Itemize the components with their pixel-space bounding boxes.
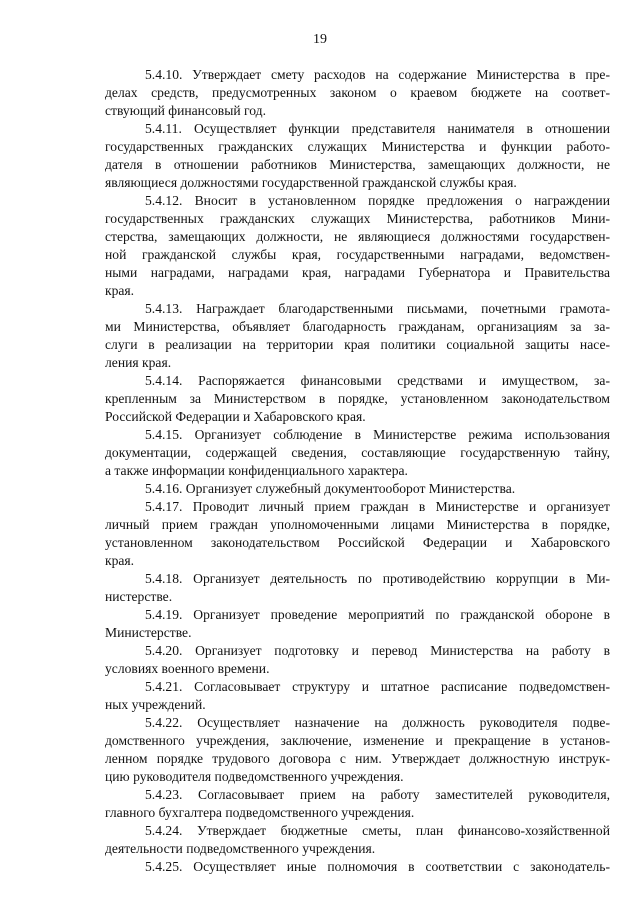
paragraph <box>105 678 610 714</box>
text-line: делах средств, предусмотренных законом о краевом бюджете на соответ- <box>105 85 610 100</box>
text-line: 5.4.15. Организует соблюдение в Министерстве режима использования <box>145 427 610 442</box>
text-line: ления края. <box>105 355 172 370</box>
text-line: края. <box>105 283 135 298</box>
text-line: 5.4.23. Согласовывает прием на работу заместителей руководителя, <box>145 787 610 802</box>
text-line: государственных гражданских служащих Министерства и функции работо- <box>105 139 610 154</box>
text-line: ствующий финансовый год. <box>105 103 266 118</box>
text-line: дателя в отношении работников Министерства, замещающих должности, не <box>105 157 610 172</box>
text-line: 5.4.24. Утверждает бюджетные сметы, план финансово-хозяйственной <box>145 823 610 838</box>
text-line: ных учреждений. <box>105 697 206 712</box>
text-line: являющиеся должностями государственной гражданской службы края. <box>105 175 517 190</box>
paragraph <box>105 480 610 498</box>
paragraph <box>105 66 610 120</box>
text-line: 5.4.20. Организует подготовку и перевод Министерства на работу в <box>145 643 610 658</box>
document-body <box>105 66 610 876</box>
text-line: государственных гражданских служащих Министерства, работников Мини- <box>105 211 610 226</box>
text-line: ными наградами, наградами края, наградами Губернатора и Правительства <box>105 265 610 280</box>
text-line: а также информации конфиденциального характера. <box>105 463 408 478</box>
text-line: Министерстве. <box>105 625 192 640</box>
text-line: цию руководителя подведомственного учреждения. <box>105 769 404 784</box>
text-line: 5.4.25. Осуществляет иные полномочия в соответствии с законодатель- <box>145 859 610 874</box>
text-line: нистерстве. <box>105 589 173 604</box>
text-line: условиях военного времени. <box>105 661 270 676</box>
text-line: ленном порядке трудового договора с ним. Утверждает должностную инструк- <box>105 751 610 766</box>
paragraph <box>105 642 610 678</box>
paragraph <box>105 498 610 570</box>
text-line: крепленным за Министерством в порядке, установленном законодательством <box>105 391 610 406</box>
text-line: 5.4.17. Проводит личный прием граждан в Министерстве и организует <box>145 499 610 514</box>
paragraph <box>105 858 610 876</box>
text-line: края. <box>105 553 135 568</box>
text-line: главного бухгалтера подведомственного учреждения. <box>105 805 415 820</box>
paragraph <box>105 426 610 480</box>
paragraph <box>105 786 610 822</box>
paragraph <box>105 192 610 300</box>
text-line: документации, содержащей сведения, составляющие государственную тайну, <box>105 445 610 460</box>
text-line: 5.4.19. Организует проведение мероприятий по гражданской обороне в <box>145 607 610 622</box>
paragraph <box>105 372 610 426</box>
text-line: личный прием граждан уполномоченными лицами Министерства в порядке, <box>105 517 610 532</box>
paragraph <box>105 822 610 858</box>
text-line: 5.4.14. Распоряжается финансовыми средствами и имуществом, за- <box>145 373 610 388</box>
text-line: 5.4.21. Согласовывает структуру и штатное расписание подведомствен- <box>145 679 610 694</box>
text-line: 5.4.16. Организует служебный документооборот Министерства. <box>145 481 516 496</box>
paragraph <box>105 120 610 192</box>
paragraph <box>105 570 610 606</box>
page-number: 19 <box>313 32 327 47</box>
text-line: домственного учреждения, заключение, изменение и прекращение в установ- <box>105 733 610 748</box>
text-line: 5.4.12. Вносит в установленном порядке предложения о награждении <box>145 193 610 208</box>
text-line: 5.4.22. Осуществляет назначение на должность руководителя подве- <box>145 715 610 730</box>
text-line: 5.4.13. Награждает благодарственными письмами, почетными грамота- <box>145 301 610 316</box>
text-line: ми Министерства, объявляет благодарность гражданам, организациям за за- <box>105 319 610 334</box>
paragraph <box>105 300 610 372</box>
paragraph <box>105 714 610 786</box>
text-line: Российской Федерации и Хабаровского края. <box>105 409 366 424</box>
text-line: установленном законодательством Российской Федерации и Хабаровского <box>105 535 610 550</box>
text-line: 5.4.11. Осуществляет функции представителя нанимателя в отношении <box>145 121 610 136</box>
text-line: 5.4.18. Организует деятельность по противодействию коррупции в Ми- <box>145 571 610 586</box>
text-line: ной гражданской службы края, государственными наградами, ведомствен- <box>105 247 610 262</box>
text-line: деятельности подведомственного учреждения. <box>105 841 376 856</box>
text-line: слуги в реализации на территории края политики социальной защиты насе- <box>105 337 610 352</box>
text-line: стерства, замещающих должности, не являющиеся должностями государствен- <box>105 229 610 244</box>
text-line: 5.4.10. Утверждает смету расходов на содержание Министерства в пре- <box>145 67 610 82</box>
paragraph <box>105 606 610 642</box>
